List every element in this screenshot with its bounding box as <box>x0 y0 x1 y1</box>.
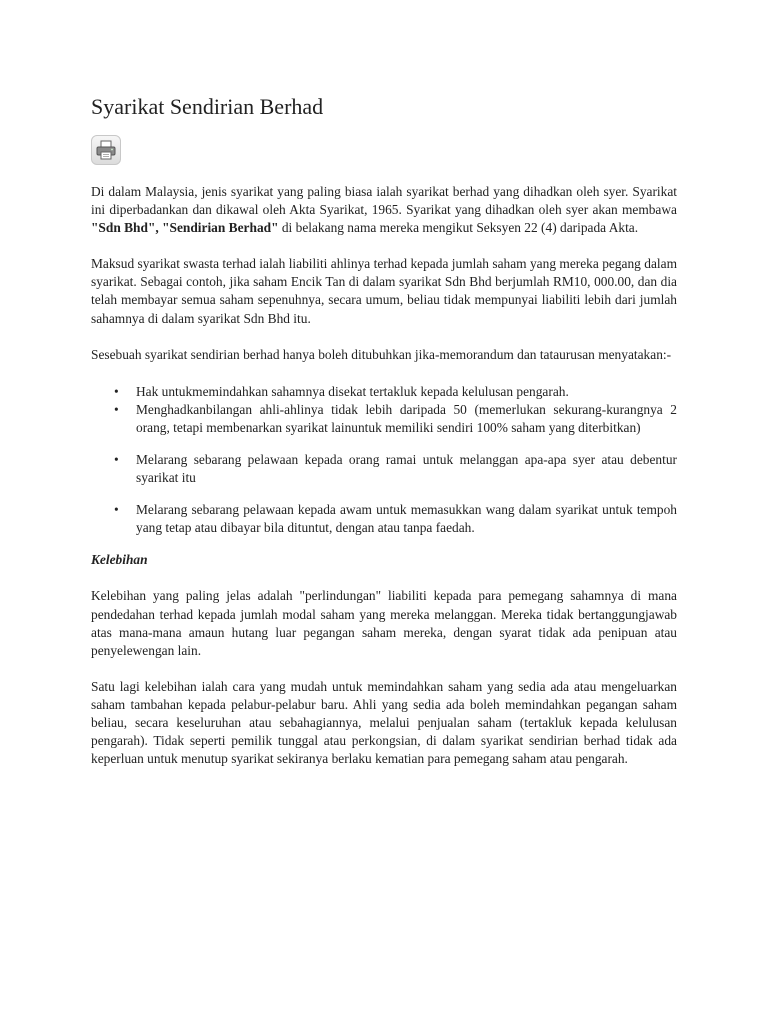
list-item <box>91 383 677 401</box>
printer-icon <box>95 139 117 161</box>
advantage-paragraph-1: Kelebihan yang paling jelas adalah "perlindungan" liabiliti kepada para pemegang sahamnya di mana pendedahan terhad kepada jumlah modal saham yang mereka melanggan. Mereka tidak bertanggungjawab atas mana-mana amaun hutang luar pegangan saham mereka, dengan syarat tidak ada penipuan atau penyelewengan lain. <box>91 588 677 658</box>
conditions-paragraph: Sesebuah syarikat sendirian berhad hanya boleh ditubuhkan jika-memorandum dan tataurusan menyatakan:- <box>91 346 672 362</box>
intro-paragraph <box>91 183 677 237</box>
intro-text: Di dalam Malaysia, jenis syarikat yang paling biasa ialah syarikat berhad yang dihadkan oleh syer. Syarikat ini diperbadankan dan dikawal oleh Akta Syarikat, 1965. Syarikat yang dihadkan oleh syer akan membawa <box>91 184 677 218</box>
definition-paragraph: Maksud syarikat swasta terhad ialah liabiliti ahlinya terhad kepada jumlah saham yang mereka pegang dalam syarikat. Sebagai contoh, jika saham Encik Tan di dalam syarikat Sdn Bhd berjumlah RM10, 000.00, dan dia telah membayar semua saham sepenuhnya, secara umum, beliau tidak mempunyai liabiliti lebih dari jumlah sahamnya di dalam syarikat Sdn Bhd itu. <box>91 256 677 326</box>
list-item <box>91 401 677 437</box>
list-item <box>91 501 677 537</box>
print-button[interactable] <box>91 135 121 165</box>
list-item <box>91 451 677 487</box>
list-item-text: Menghadkanbilangan ahli-ahlinya tidak lebih daripada 50 (memerlukan sekurang-kurangnya 2 orang, tetapi membenarkan syarikat lainuntuk memiliki sendiri 100% saham yang diterbitkan) <box>136 401 677 435</box>
bullet: • <box>114 401 119 417</box>
page-title: Syarikat Sendirian Berhad <box>91 94 324 119</box>
bullet: • <box>114 383 119 399</box>
intro-bold-text: "Sdn Bhd", "Sendirian Berhad" <box>91 220 279 236</box>
article <box>91 92 677 768</box>
list-item-text: Melarang sebarang pelawaan kepada orang ramai untuk melanggan apa-apa syer atau debentur syarikat itu <box>136 452 677 486</box>
bullet: • <box>114 502 119 518</box>
section-heading: Kelebihan <box>91 552 148 568</box>
intro-text-end: di belakang nama mereka mengikut Seksyen 22 (4) daripada Akta. <box>278 220 639 236</box>
advantage-paragraph-2: Satu lagi kelebihan ialah cara yang mudah untuk memindahkan saham yang sedia ada atau mengeluarkan saham tambahan kepada pelabur-pelabur baru. Ahli yang sedia ada boleh memindahkan pegangan saham beliau, secara keseluruhan atau sebahagiannya, melalui penjualan saham (tertakluk kepada kelulusan pengarah). Tidak seperti pemilik tunggal atau perkongsian, di dalam syarikat sendirian berhad tidak ada keperluan untuk menutup syarikat sekiranya berlaku kematian para pemegang saham atau pengarah. <box>91 678 677 767</box>
list-item-text: Hak untukmemindahkan sahamnya disekat tertakluk kepada kelulusan pengarah. <box>136 383 569 399</box>
bullet: • <box>114 452 119 468</box>
list-item-text: Melarang sebarang pelawaan kepada awam untuk memasukkan wang dalam syarikat untuk tempoh yang tetap atau dibayar bila dituntut, dengan atau tanpa faedah. <box>136 502 677 536</box>
conditions-list <box>91 383 677 538</box>
